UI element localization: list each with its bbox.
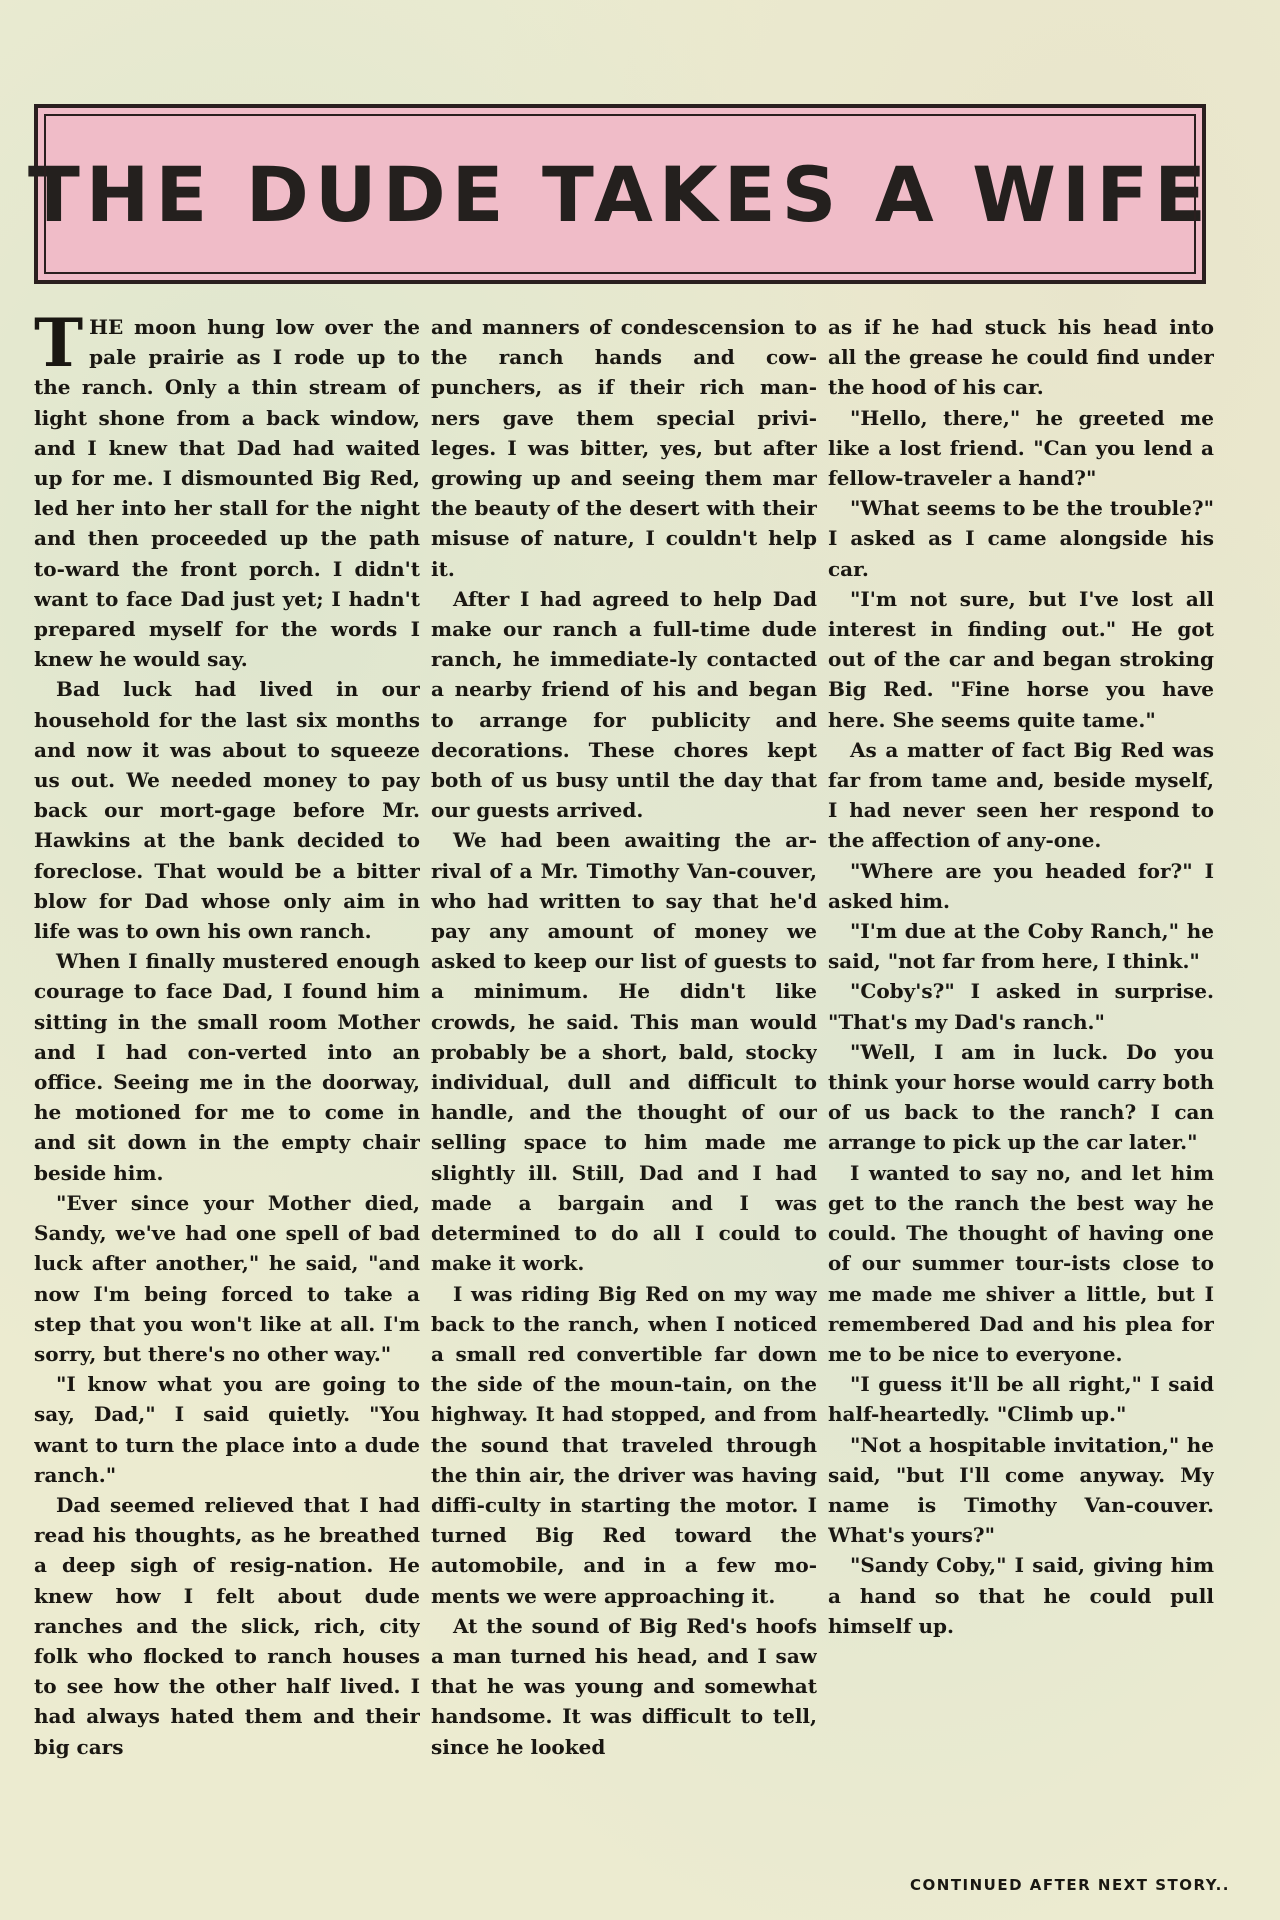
drop-cap: T — [34, 312, 84, 382]
paragraph: "I'm due at the Coby Ranch," he said, "not far from here, I think." — [828, 919, 1214, 974]
column-2 — [431, 312, 817, 1852]
paragraph: "Well, I am in luck. Do you think your horse would carry both of us back to the ranch? I can arrange to pick up the car later." — [828, 1039, 1214, 1155]
paragraph: After I had agreed to help Dad make our ranch a full-time dude ranch, he immediate-ly contacted a nearby friend of his and began to arrange for publicity and decorations. These chores kept both of us busy until the day that our guests arrived. — [431, 586, 817, 823]
paragraph-text: HE moon hung low over the pale prairie as I rode up to the ranch. Only a thin stream of light shone from a back window, and I knew that Dad had waited up for me. I dismounted Big Red, led her into her stall for the night and then proceeded up the path to-ward the front porch. I didn't want to face Dad just yet; I hadn't prepared myself for the words I knew he would say. — [34, 315, 420, 672]
paragraph: "I guess it'll be all right," I said half-heartedly. "Climb up." — [828, 1372, 1214, 1427]
paragraph: We had been awaiting the ar-rival of a Mr. Timothy Van-couver, who had written to say that he'd pay any amount of money we asked to keep our list of guests to a minimum. He didn't like crowds, he said. This man would probably be a short, bald, stocky individual, dull and difficult to handle, and the thought of our selling space to him made me slightly ill. Still, Dad and I had made a bargain and I was determined to do all I could to make it work. — [431, 828, 817, 1276]
column-1 — [34, 312, 420, 1852]
paragraph: "Coby's?" I asked in surprise. "That's my Dad's ranch." — [828, 979, 1214, 1034]
paragraph: and manners of condescension to the ranch hands and cow-punchers, as if their rich man-ners gave them special privi-leges. I was bitter, yes, but after growing up and seeing them mar the beauty of the desert with their misuse of nature, I couldn't help it. — [431, 315, 817, 581]
paragraph: At the sound of Big Red's hoofs a man turned his head, and I saw that he was young and somewhat handsome. It was difficult to tell, since he looked — [431, 1613, 817, 1759]
paragraph: "Not a hospitable invitation," he said, "but I'll come anyway. My name is Timothy Van-couver. What's yours?" — [828, 1432, 1214, 1548]
paragraph: Bad luck had lived in our household for the last six months and now it was about to squeeze us out. We needed money to pay back our mort-gage before Mr. Hawkins at the bank decided to foreclose. That would be a bitter blow for Dad whose only aim in life was to own his own ranch. — [34, 677, 420, 944]
paragraph — [34, 312, 420, 674]
paragraph: "Sandy Coby," I said, giving him a hand so that he could pull himself up. — [828, 1553, 1214, 1638]
paragraph: "What seems to be the trouble?" I asked as I came alongside his car. — [828, 496, 1214, 581]
paragraph: I was riding Big Red on my way back to the ranch, when I noticed a small red convertible far down the side of the moun-tain, on the highway. It had stopped, and from the sound that traveled through the thin air, the driver was having diffi-culty in starting the motor. I turned Big Red toward the automobile, and in a few mo-ments we were approaching it. — [431, 1281, 817, 1608]
title-banner — [27, 104, 1213, 284]
paragraph: "Hello, there," he greeted me like a lost friend. "Can you lend a fellow-traveler a hand?" — [828, 405, 1214, 491]
paragraph: "Ever since your Mother died, Sandy, we've had one spell of bad luck after another," he said, "and now I'm being forced to take a step that you won't like at all. I'm sorry, but there's no other way." — [34, 1190, 420, 1366]
paragraph: I wanted to say no, and let him get to the ranch the best way he could. The thought of having one of our summer tour-ists close to me made me shiver a little, but I remembered Dad and his plea for me to be nice to everyone. — [828, 1160, 1214, 1366]
continued-note: CONTINUED AFTER NEXT STORY.. — [910, 1876, 1230, 1894]
story-title: THE DUDE TAKES A WIFE — [27, 149, 1213, 239]
paragraph: as if he had stuck his head into all the grease he could find under the hood of his car. — [828, 315, 1214, 400]
paragraph: As a matter of fact Big Red was far from tame and, beside myself, I had never seen her respond to the affection of any-one. — [828, 737, 1214, 853]
column-3 — [828, 312, 1214, 1852]
paragraph: When I finally mustered enough courage to face Dad, I found him sitting in the small room Mother and I had con-verted into an office. Seeing me in the doorway, he motioned for me to come in and sit down in the empty chair beside him. — [34, 949, 420, 1185]
paragraph: "Where are you headed for?" I asked him. — [828, 858, 1214, 913]
paragraph: Dad seemed relieved that I had read his thoughts, as he breathed a deep sigh of resig-nation. He knew how I felt about dude ranches and the slick, rich, city folk who flocked to ranch houses to see how the other half lived. I had always hated them and their big cars — [34, 1492, 420, 1759]
story-columns — [34, 312, 1214, 1852]
paragraph: "I'm not sure, but I've lost all interest in finding out." He got out of the car and began stroking Big Red. "Fine horse you have here. She seems quite tame." — [828, 586, 1214, 732]
paragraph: "I know what you are going to say, Dad," I said quietly. "You want to turn the place into a dude ranch." — [34, 1372, 420, 1487]
